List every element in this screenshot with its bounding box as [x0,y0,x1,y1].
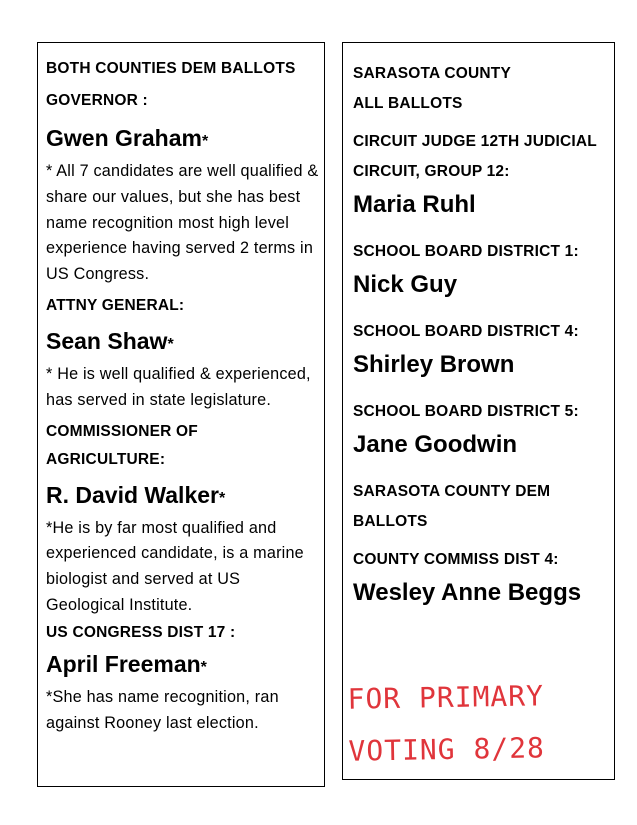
candidate-name: R. David Walker [46,481,219,508]
congress-description: *She has name recognition, ran against Rooney last election. [46,687,279,732]
asterisk: * [200,658,207,676]
handwritten-line2: VOTING 8/28 [348,731,546,768]
candidate-name: Gwen Graham [46,125,202,151]
circuit-judge-candidate: Maria Ruhl [353,191,476,218]
school-board-5-label: SCHOOL BOARD DISTRICT 5: [353,403,579,420]
asterisk: * [167,335,174,353]
governor-label: GOVERNOR : [46,92,148,109]
school-board-1-label: SCHOOL BOARD DISTRICT 1: [353,243,579,260]
attorney-general-description: * He is well qualified & experienced, has served in state legislature. [46,364,311,409]
asterisk: * [201,133,209,150]
agriculture-label: COMMISSIONER OF AGRICULTURE: [46,422,198,468]
county-commission-candidate: Wesley Anne Beggs [353,579,582,606]
governor-candidate [46,121,324,159]
asterisk: * [218,489,226,507]
agriculture-candidate [46,478,324,516]
left-column-panel [37,42,325,787]
dem-ballots-line1: SARASOTA COUNTY DEM [353,483,551,500]
handwritten-line1: FOR PRIMARY [347,679,545,716]
school-board-4-candidate: Shirley Brown [353,351,515,378]
school-board-1-candidate: Nick Guy [353,271,458,298]
attorney-general-label: ATTNY GENERAL: [46,296,185,314]
attorney-general-candidate [46,324,324,362]
agriculture-description: *He is by far most qualified and experienced candidate, is a marine biologist and served at US Geological Institute. [46,518,304,614]
candidate-name: April Freeman [46,650,201,677]
school-board-4-label: SCHOOL BOARD DISTRICT 4: [353,323,579,340]
section-header: BOTH COUNTIES DEM BALLOTS [46,60,296,77]
county-header-line1: SARASOTA COUNTY [353,65,511,82]
handwritten-note [347,670,545,777]
circuit-judge-label: CIRCUIT JUDGE 12TH JUDICIAL CIRCUIT, GROUP 12: [353,133,597,180]
governor-description: * All 7 candidates are well qualified & share our values, but she has best name recognition most high level experience having served 2 terms in US Congress. [46,162,319,284]
county-header-line2: ALL BALLOTS [353,95,463,112]
school-board-5-candidate: Jane Goodwin [353,431,518,458]
congress-label: US CONGRESS DIST 17 : [46,623,236,641]
county-commission-label: COUNTY COMMISS DIST 4: [353,551,559,568]
right-column-panel [342,42,615,780]
candidate-name: Sean Shaw [46,327,168,354]
congress-candidate [46,647,324,685]
dem-ballots-line2: BALLOTS [353,513,428,530]
